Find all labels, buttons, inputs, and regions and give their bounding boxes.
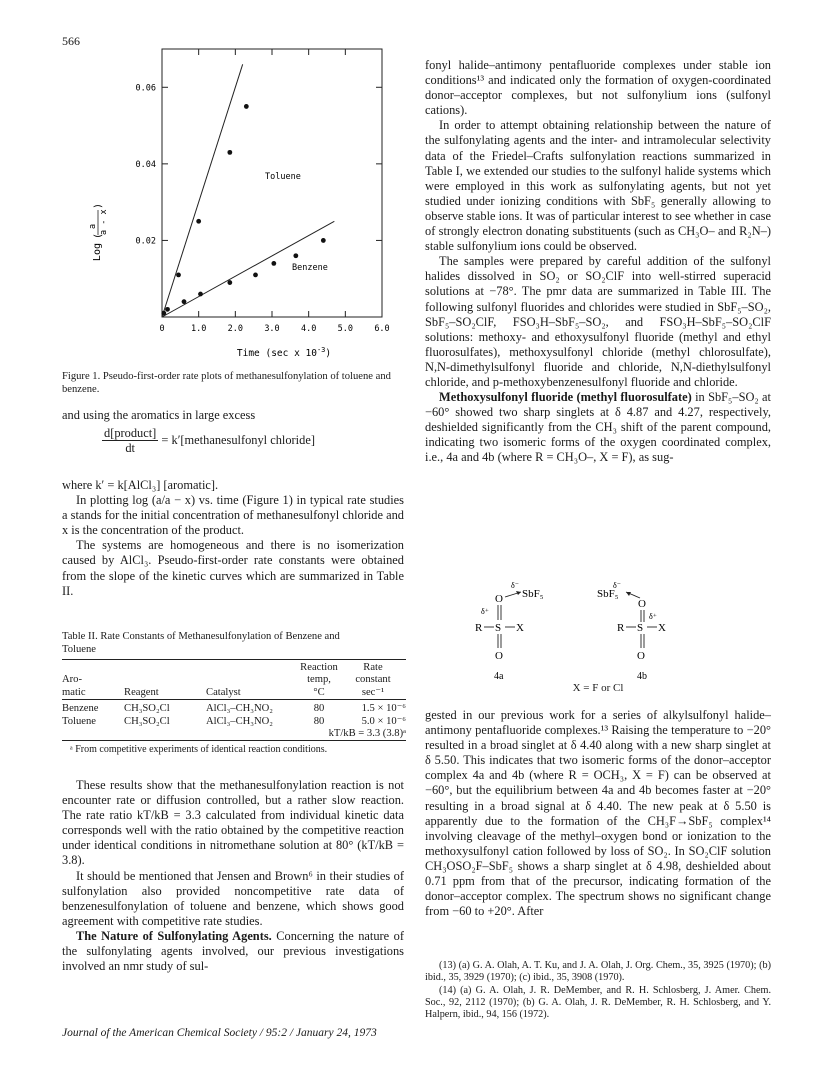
svg-text:O: O — [638, 598, 646, 610]
x-tick-label: 5.0 — [337, 324, 354, 334]
plot-frame — [162, 49, 382, 317]
x-axis-label: Time (sec x $10^{-3}$) — [236, 346, 332, 359]
data-point-benzene — [198, 292, 203, 297]
paragraph: These results show that the methanesulfonylation reaction is not encounter rate or diffusion controlled, but a rather slow reaction. The rate ratio kT/kB = 3.3 calculated from individual kinetic data corresponds well with the ratio obtained by the competitive reaction under identical conditions in nitromethane solution at 80° (kT/kB = 3.8). — [62, 778, 404, 868]
svg-text:δ⁻: δ⁻ — [613, 581, 621, 590]
x-tick-label: 6.0 — [374, 324, 390, 334]
svg-text:R: R — [617, 622, 625, 634]
y-tick-label: 0.04 — [135, 159, 156, 170]
svg-text:δ⁺: δ⁺ — [649, 612, 657, 621]
svg-text:δ⁻: δ⁻ — [511, 581, 519, 590]
col-header-rate: Rate — [363, 662, 383, 673]
col-header-reagent: Reagent — [124, 686, 159, 698]
y-axis-label — [88, 203, 109, 261]
col-header-aromatic: Aro- — [62, 674, 83, 686]
svg-text:SbF₅: SbF₅ — [522, 588, 544, 600]
data-point-benzene — [293, 253, 298, 258]
table-footnote: ᵃ From competitive experiments of identical reaction conditions. — [70, 744, 328, 756]
table-row: Benzene CH₃SO₂Cl AlCl₃–CH₃NO₂ 80 1.5 × 10⁻⁶ — [62, 703, 406, 715]
eq-rhs: = k′[methanesulfonyl chloride] — [161, 433, 315, 447]
paragraph: gested in our previous work for a series of alkylsulfonyl halide–antimony pentafluoride complexes.¹³ Raising the temperature to −20° resulted in a broad singlet at δ 4.40 along with a new sharp singlet at δ 5.50. This indicates that two isomeric forms of the donor–acceptor complex 4a and 4b (where R = OCH₃, X = F) can be observed at −60°, but the equilibrium between 4a and 4b becomes faster at −20° resulting in a broad signal at δ 4.40. The new peak at δ 5.50 is apparently due to the formation of the CH₃F→SbF₅ complex¹⁴ involving cleavage of the methyl–oxygen bond or ionization to the methoxysulfonyl cation followed by loss of SO₂. In SO₂ClF solution CH₃OSO₂F–SbF₅ shows a sharp singlet at δ 4.98, deshielded about 0.71 ppm from that of the precursor, indicating formation of the donor–acceptor complex. The spectrum shows no significant change from −60 to +20°. After — [425, 708, 771, 919]
svg-text:O: O — [495, 650, 503, 662]
svg-text:O: O — [495, 593, 503, 605]
svg-text:a: a — [88, 223, 98, 229]
x-tick-label: 3.0 — [264, 324, 280, 334]
data-point-toluene — [227, 150, 232, 155]
paragraph: fonyl halide–antimony pentafluoride complexes under stable ion conditions¹³ and indicated only the formation of oxygen-coordinated donor–acceptor complexes, but not sulfonylium ions (sulfonyl cations). — [425, 58, 771, 118]
structure-label-4b: 4b — [637, 671, 647, 682]
paragraph: The systems are homogeneous and there is no isomerization caused by AlCl₃. Pseudo-first-order rate constants were obtained from the slope of the kinetic curves which are summarized in Table II. — [62, 538, 404, 598]
svg-text:O: O — [637, 650, 645, 662]
complex-structures-4a-4b — [475, 580, 725, 692]
paragraph: In order to attempt obtaining relationship between the nature of the sulfonylating agents and the inter- and intramolecular selectivity data of the Friedel–Crafts sulfonylation reactions summarized in Table I, we extended our studies to the sulfonyl halide systems which were employed in this work as sulfonylating agents, but not yet studied under ionizing conditions with SbF₅ generally allowing to observe stable ions. It was of particular interest to see whether in case of strongly electron donating substituents (such as CH₃O– and R₂N–) stable sulfonylium ions could be observed. — [425, 118, 771, 254]
section-heading: The Nature of Sulfonylating Agents. — [76, 928, 272, 943]
figure-caption: Figure 1. Pseudo-first-order rate plots of methanesulfonylation of toluene and benzene. — [62, 371, 391, 395]
footnote-13: (13) (a) G. A. Olah, A. T. Ku, and J. A. Olah, J. Org. Chem., 35, 3925 (1970); (b) ibid., 35, 3929 (1970); (c) ibid., 35, 3908 (1970). — [425, 960, 771, 984]
data-point-benzene — [321, 238, 326, 243]
svg-text:S: S — [495, 622, 502, 634]
paragraph: where k′ = k[AlCl₃] [aromatic]. — [62, 478, 219, 492]
x-tick-label: 2.0 — [227, 324, 244, 334]
col-header-temp: Reaction — [300, 662, 338, 673]
col-header-catalyst: Catalyst — [206, 686, 241, 698]
paragraph: The samples were prepared by careful addition of the sulfonyl halides dissolved in SO₂ or SO₂ClF into well-stirred superacid solutions at −78°. The pmr data are summarized in Table III. The following sulfonyl fluorides and chlorides were studied in SbF₅–SO₂, SbF₅–SO₂ClF, FSO₃H–SbF₅–SO₂, and FSO₃H–SbF₅–SO₂ClF solutions: methoxy- and ethoxysulfonyl fluoride (methyl and ethyl fluorosulfates), methoxysulfonyl chloride (methyl chlorosulfate), N,N-dimethylsulfonyl fluoride and chloride, N,N-diethylsulfonyl chloride, and p-methoxybenzenesulfonyl fluoride and chloride. — [425, 254, 771, 389]
paragraph: In plotting log (a/a − x) vs. time (Figure 1) in typical rate studies a stands for the initial concentration of methanesulfonyl chloride and x is the concentration of the product. — [62, 493, 404, 538]
page-number: 566 — [62, 34, 80, 48]
data-point-benzene — [165, 307, 170, 312]
svg-text:Log: Log — [92, 243, 103, 262]
eq-numerator: d[product] — [104, 426, 157, 440]
svg-text:X: X — [658, 622, 666, 634]
data-point-benzene — [253, 272, 258, 277]
rate-ratio: kT/kB = 3.3 (3.8)ᵃ — [328, 728, 406, 740]
rate-plot-chart — [62, 45, 407, 365]
journal-footer: Journal of the American Chemical Society / 95:2 / January 24, 1973 — [62, 1027, 377, 1039]
svg-text:a - x: a - x — [99, 209, 109, 235]
y-tick-label: 0.06 — [135, 83, 156, 94]
structure-caption: X = F or Cl — [572, 682, 624, 694]
svg-text:δ⁺: δ⁺ — [481, 607, 489, 616]
x-tick-label: 4.0 — [300, 324, 317, 334]
data-point-toluene — [244, 104, 249, 109]
data-point-benzene — [271, 261, 276, 266]
rate-constants-table: Reaction Rate Aro- temp, constant matic Reagent Catalyst °C sec⁻¹ Benzene CH₃SO₂Cl AlCl₃–CH₃NO₂ 80 1.5 × 10⁻⁶ Toluene CH₃SO₂Cl AlCl₃–CH₃NO₂ 80 5.0 × 10⁻⁶ kT/kB = 3.3 (3.8)ᵃ ᵃ From competitive experiments of identical reaction conditions. — [62, 659, 406, 757]
svg-text:S: S — [637, 622, 644, 634]
series-label-toluene: Toluene — [265, 172, 301, 182]
series-label-benzene: Benzene — [292, 263, 328, 273]
table-title: Table II. Rate Constants of Methanesulfonylation of Benzene and Toluene — [62, 631, 340, 655]
data-point-toluene — [176, 272, 181, 277]
table-row: Toluene CH₃SO₂Cl AlCl₃–CH₃NO₂ 80 5.0 × 10⁻⁶ — [62, 715, 406, 727]
x-tick-label: 1.0 — [190, 324, 207, 334]
svg-text:R: R — [475, 622, 483, 634]
paragraph: It should be mentioned that Jensen and Brown⁶ in their studies of sulfonylation also provided noncompetitive rate data of benzenesulfonylation of toluene and benzene, which shows good agreement with competitive rate studies. — [62, 868, 404, 928]
data-point-toluene — [196, 219, 201, 224]
eq-denominator: dt — [125, 441, 135, 455]
paragraph: The Nature of Sulfonylating Agents. Concerning the nature of the sulfonylating agents involved, our previous investigations involved an nmr study of sul- — [62, 928, 404, 974]
y-tick-label: 0.02 — [135, 236, 156, 247]
x-tick-label: 0 — [159, 324, 165, 334]
svg-text:SbF₅: SbF₅ — [597, 588, 619, 600]
data-point-benzene — [182, 299, 187, 304]
svg-text:(: ( — [93, 232, 104, 239]
rate-equation — [102, 426, 315, 455]
svg-text:X: X — [516, 622, 524, 634]
section-heading: Methoxysulfonyl fluoride (methyl fluorosulfate) — [439, 390, 692, 405]
paragraph: and using the aromatics in large excess — [62, 408, 256, 422]
svg-text:): ) — [93, 202, 104, 209]
data-point-benzene — [227, 280, 232, 285]
structure-label-4a: 4a — [494, 671, 504, 682]
paragraph: Methoxysulfonyl fluoride (methyl fluorosulfate) in SbF₅–SO₂ at −60° showed two sharp singlets at δ 4.87 and 4.27, respectively, deshielded significantly from the CH₃ shift of the parent compound, indicating two isomeric forms of the oxygen coordinated complex, i.e., 4a and 4b (where R = CH₃O–, X = F), as sug- — [425, 390, 772, 465]
footnote-14: (14) (a) G. A. Olah, J. R. DeMember, and R. H. Schlosberg, J. Amer. Chem. Soc., 92, 2112 (1970); (b) G. A. Olah, J. R. DeMember, R. H. Schlosberg, and Y. Halpern, ibid., 94, 156 (1972). — [425, 984, 771, 1021]
